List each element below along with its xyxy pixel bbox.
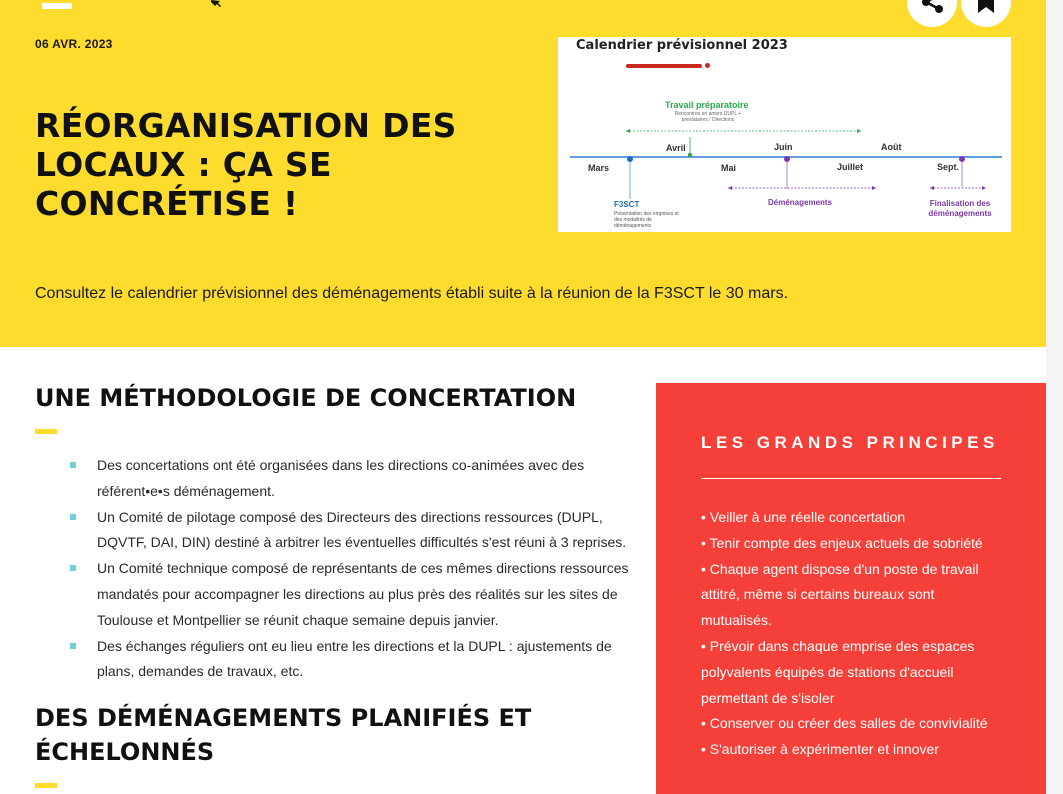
- bullet-square-icon: [70, 514, 76, 520]
- mouse-cursor-icon: [210, 0, 222, 8]
- bookmark-icon: [975, 0, 997, 15]
- calendar-prep-label: Travail préparatoire: [665, 100, 749, 110]
- bullet-square-icon: [70, 565, 76, 571]
- scrollbar-track[interactable]: [1046, 0, 1063, 794]
- principles-divider: [701, 478, 1001, 479]
- bookmark-button[interactable]: [961, 0, 1011, 27]
- list-item: Des échanges réguliers ont eu lieu entre les directions et la DUPL : ajustements de plans, demandes de travaux, etc.: [70, 634, 640, 686]
- calendar-finalisation-label: Finalisation des déménagements: [928, 199, 992, 218]
- principles-panel: [656, 383, 1046, 794]
- list-item: Un Comité technique composé de représentants de ces mêmes directions ressources mandatés pour accompagner les directions au plus près des réalités sur les sites de Toulouse et Montpellier se réunit chaque semaine depuis janvier.: [70, 556, 640, 633]
- methodology-heading-underline: [35, 429, 57, 434]
- planned-heading-underline: [35, 783, 57, 788]
- calendar-month-mai: Mai: [721, 163, 737, 173]
- planned-heading: DES DÉMÉNAGEMENTS PLANIFIÉS ET ÉCHELONNÉS: [35, 704, 532, 766]
- methodology-heading: UNE MÉTHODOLOGIE DE CONCERTATION: [35, 384, 577, 412]
- bullet-square-icon: [70, 462, 76, 468]
- calendar-image: [558, 37, 1011, 232]
- list-item: • Veiller à une réelle concertation: [701, 509, 906, 525]
- calendar-prep-sub: Rencontres en amont DUPL + prestataires / Directions: [674, 111, 742, 123]
- top-accent-mark: [42, 3, 72, 9]
- hero-banner: [0, 0, 1046, 347]
- calendar-month-avril: Avril: [666, 143, 686, 153]
- calendar-demenagements-label: Déménagements: [768, 198, 833, 207]
- methodology-list: [70, 453, 640, 685]
- principles-title: LES GRANDS PRINCIPES: [701, 433, 999, 452]
- page-title: RÉORGANISATION DES LOCAUX : ÇA SE CONCRÉTISE !: [35, 106, 457, 223]
- list-item: • Chaque agent dispose d'un poste de travail attitré, même si certains bureaux sont mutualisés.: [701, 560, 979, 629]
- list-item: • Conserver ou créer des salles de convivialité: [701, 715, 988, 732]
- principles-list: [701, 505, 1001, 763]
- calendar-month-mars: Mars: [588, 163, 610, 173]
- list-item: • Prévoir dans chaque emprise des espaces polyvalents équipés de stations d'accueil permettant de s'isoler: [701, 637, 975, 706]
- calendar-month-sept: Sept.: [937, 162, 960, 172]
- list-item: • Tenir compte des enjeux actuels de sobriété: [701, 534, 983, 551]
- share-icon: [919, 0, 945, 15]
- calendar-f3sct-sub: Présentation des emprises et des modalités de déménagements: [614, 211, 679, 229]
- calendar-month-juin: Juin: [774, 142, 793, 152]
- calendar-month-juillet: Juillet: [837, 162, 864, 172]
- calendar-month-aout: Août: [881, 142, 902, 152]
- bullet-square-icon: [70, 643, 76, 649]
- calendar-f3sct-label: F3SCT: [614, 200, 640, 209]
- intro-text: Consultez le calendrier prévisionnel des déménagements établi suite à la réunion de la F3SCT le 30 mars.: [35, 285, 789, 302]
- publish-date: 06 AVR. 2023: [35, 37, 113, 51]
- calendar-title: Calendrier prévisionnel 2023: [576, 38, 788, 53]
- list-item: Un Comité de pilotage composé des Directeurs des directions ressources (DUPL, DQVTF, DAI, DIN) destiné à arbitrer les éventuelles difficultés s'est réuni à 3 reprises.: [70, 505, 640, 557]
- list-item: • S'autoriser à expérimenter et innover: [701, 741, 939, 758]
- share-button[interactable]: [907, 0, 957, 27]
- list-item: Des concertations ont été organisées dans les directions co-animées avec des référent•e•s déménagement.: [70, 453, 640, 505]
